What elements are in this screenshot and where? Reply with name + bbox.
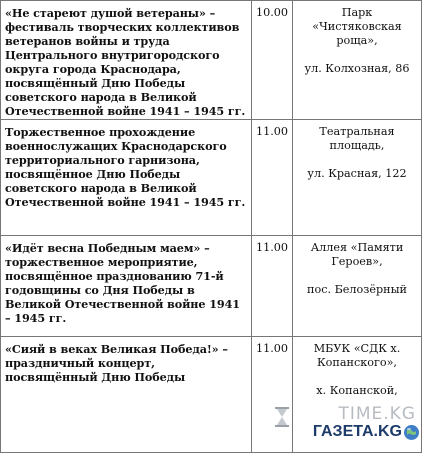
place-name: МБУК «СДК х. Копанского»,	[313, 342, 401, 369]
place-address: ул. Красная, 122	[307, 167, 407, 180]
event-time: 11.00	[252, 236, 293, 337]
event-place	[293, 1, 422, 120]
hourglass-icon	[274, 406, 290, 432]
event-time: 11.00	[252, 120, 293, 236]
place-name: Театральная площадь,	[319, 125, 395, 152]
event-description: «Не стареют душой ветераны» – фестиваль творческих коллективов ветеранов войны и труда Центрального внутригородского округа города Краснодара, посвящённый Дню Победы советского народа в Великой Отечественной войне 1941 – 1945 гг.	[1, 1, 252, 120]
event-time: 11.00	[252, 337, 293, 453]
event-time: 10.00	[252, 1, 293, 120]
table-row	[1, 236, 422, 337]
event-description: Торжественное прохождение военнослужащих Краснодарского территориального гарнизона, посвящённое Дню Победы советского народа в Великой Отечественной войне 1941 – 1945 гг.	[1, 120, 252, 236]
place-address: х. Копанской,	[316, 384, 398, 397]
event-place	[293, 120, 422, 236]
watermark-brand-text: ГАЗЕТА.KG	[312, 423, 402, 440]
place-name: Аллея «Памяти Героев»,	[310, 241, 404, 268]
event-place	[293, 236, 422, 337]
place-address: пос. Белозёрный	[307, 283, 407, 296]
place-name: Парк «Чистяковская роща»,	[312, 6, 402, 47]
table-row	[1, 120, 422, 236]
place-address: ул. Колхозная, 86	[304, 62, 410, 75]
globe-icon	[403, 424, 420, 445]
table-row	[1, 1, 422, 120]
event-description: «Сияй в веках Великая Победа!» – праздничный концерт, посвящённый Дню Победы	[1, 337, 252, 453]
event-description: «Идёт весна Победным маем» – торжественное мероприятие, посвящённое празднованию 71-й годовщины со Дня Победы в Великой Отечественной войне 1941 – 1945 гг.	[1, 236, 252, 337]
watermark	[274, 404, 422, 450]
watermark-site-text: TIME.KG	[338, 404, 416, 424]
